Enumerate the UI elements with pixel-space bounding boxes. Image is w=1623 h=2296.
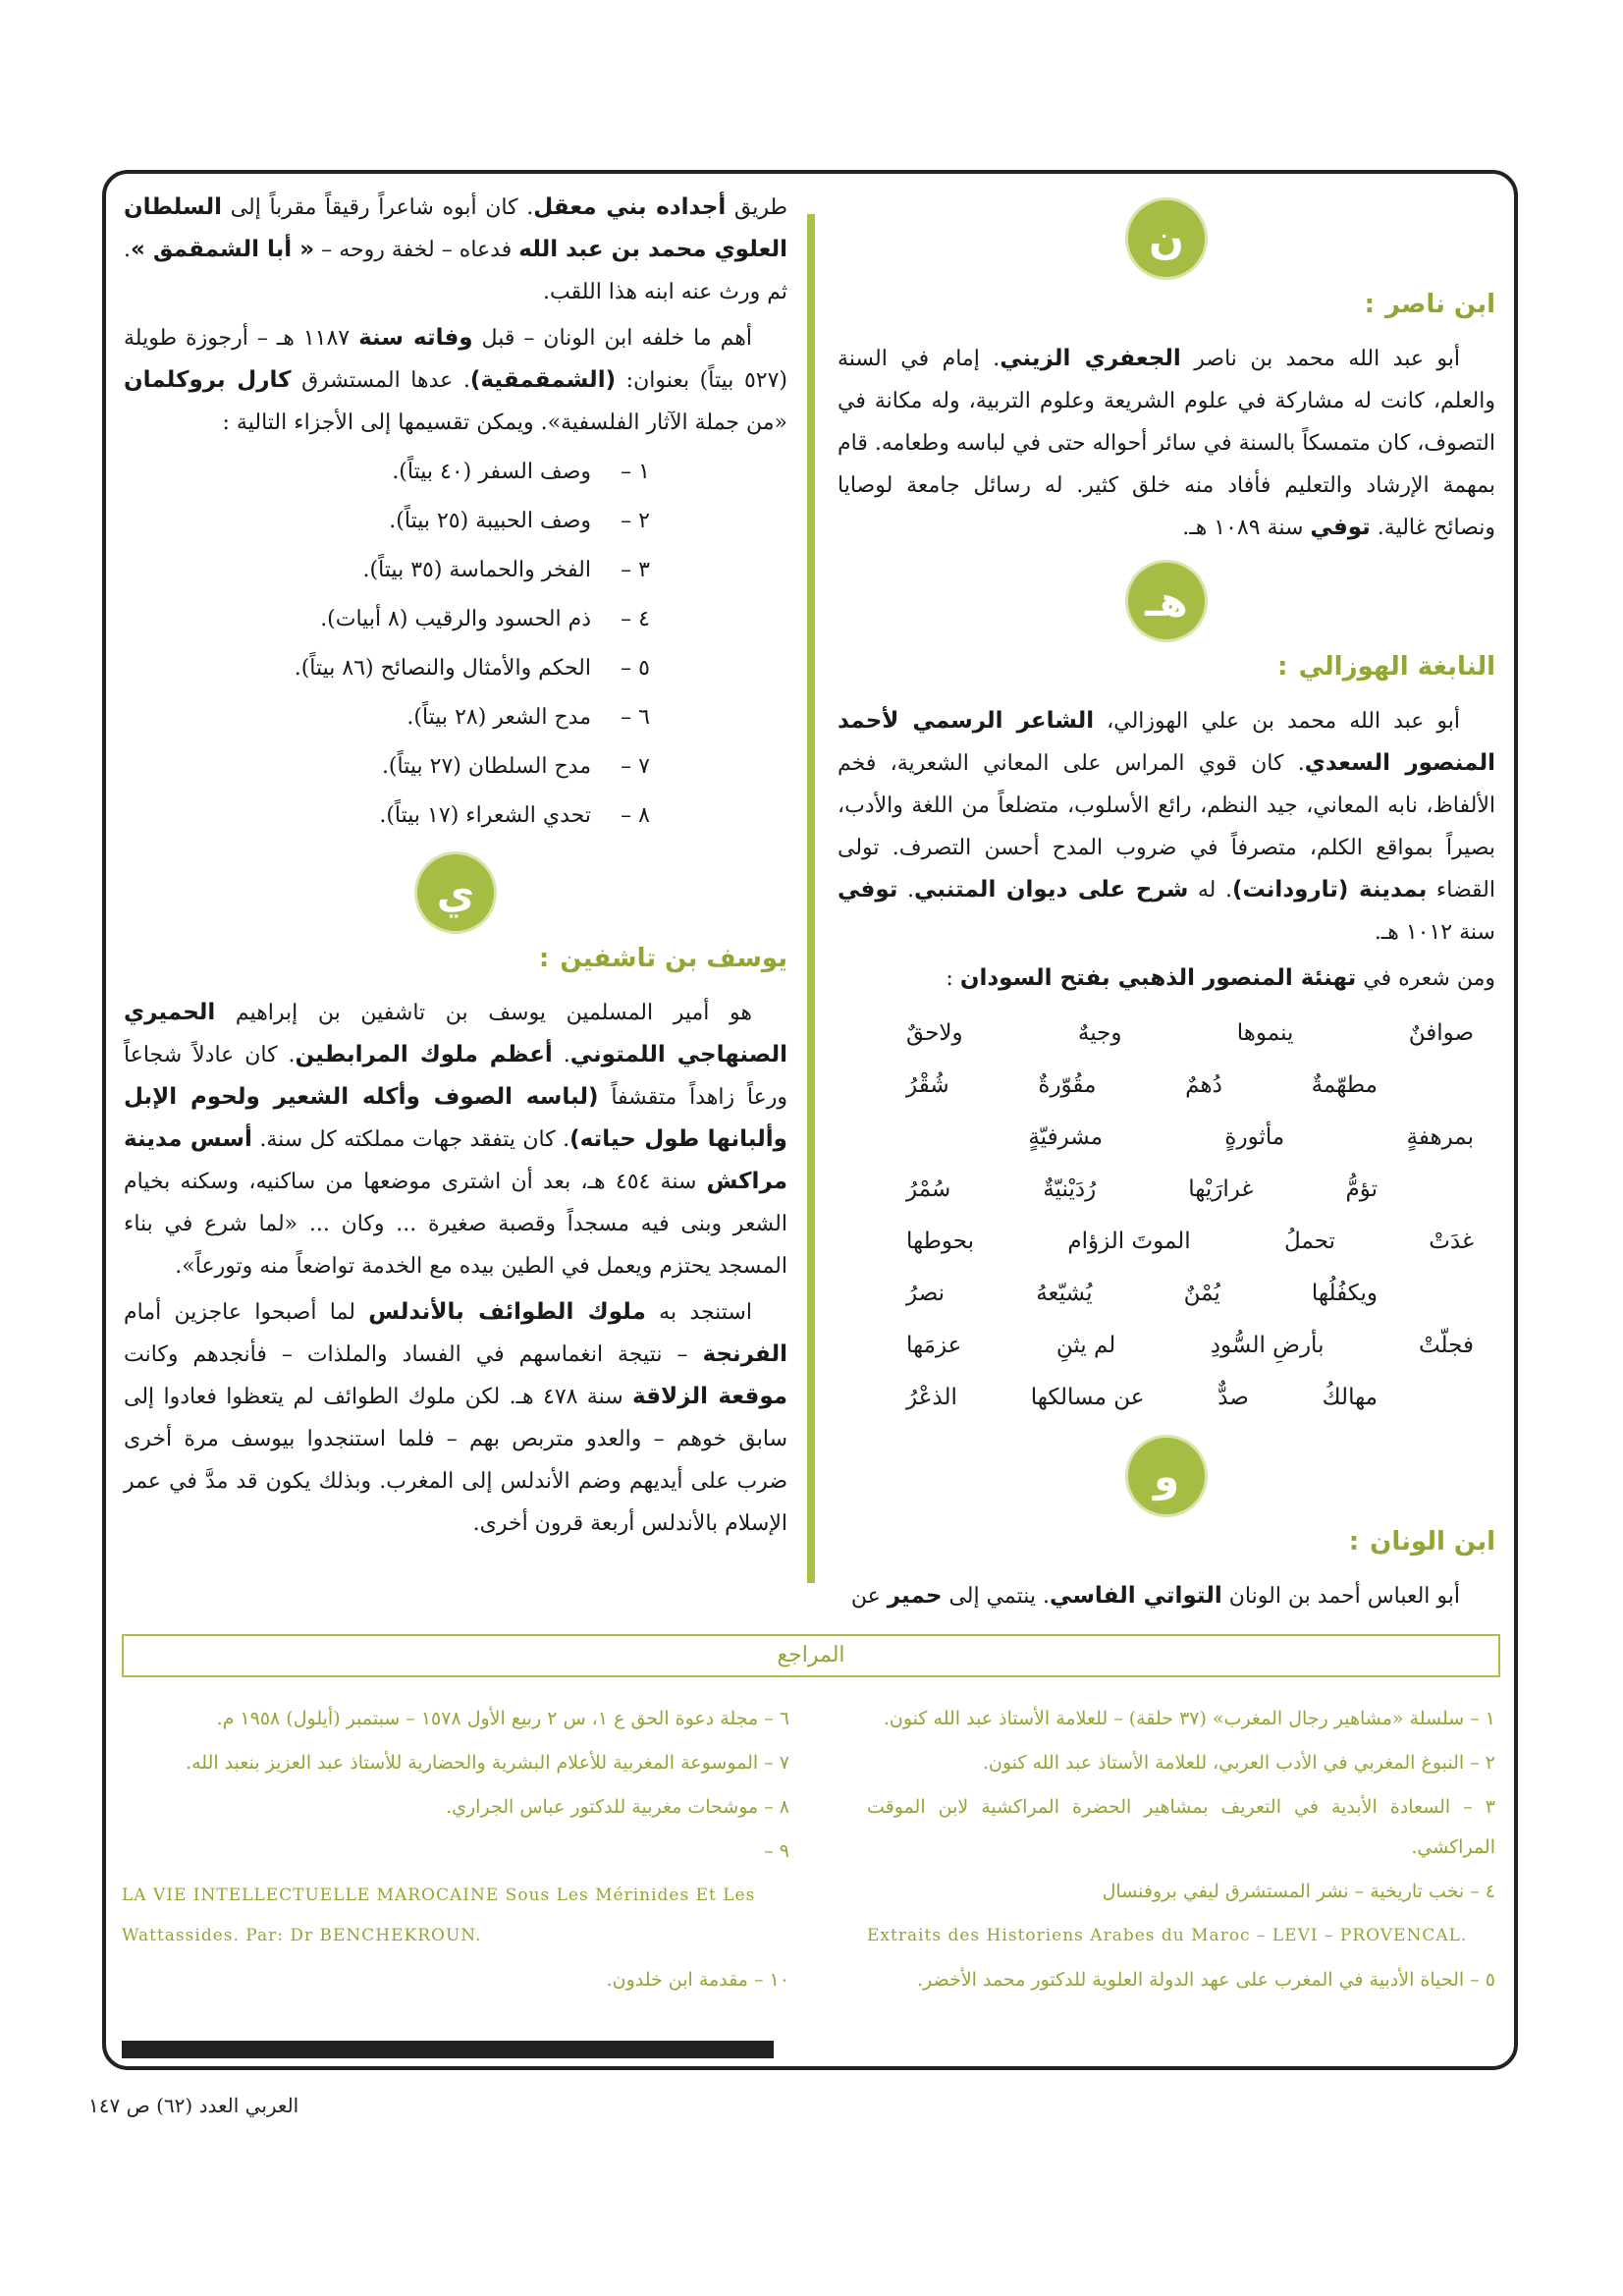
bold-text: بمدينة (تارودانت) <box>1231 877 1428 902</box>
poem-word: وجيهٌ <box>1077 1020 1122 1046</box>
poem-word: عن مسالكها <box>1030 1385 1145 1410</box>
poem-word: فجلّتْ <box>1418 1333 1474 1358</box>
list-text: ذم الحسود والرقيب (٨ أبيات). <box>320 607 591 631</box>
list-text: تحدي الشعراء (١٧ بيتاً). <box>379 803 591 828</box>
poem-word: رُدَيْنيّةٌ <box>1043 1176 1097 1202</box>
paragraph: أبو عبد الله محمد بن علي الهوزالي، الشاعر الرسمي لأحمد المنصور السعدي. كان قوي المراس على المعاني الشعرية، فخم الألفاظ، نابه المعاني، جيد النظم، رائع الأسلوب، متضلعاً من اللغة والأدب، بصيراً بمواقع الكلم، متصرفاً في ضروب المدح أحسن التصرف. تولى القضاء بمدينة (تارودانت). له شرح على ديوان المتنبي. توفي سنة ١٠١٢ هـ. <box>838 708 1495 945</box>
poem-word: بحوطها <box>906 1229 975 1254</box>
bold-text: شرح على ديوان المتنبي <box>913 877 1189 902</box>
references-title: المراجع <box>122 1634 1500 1677</box>
bold-text: الفرنجة <box>702 1341 787 1367</box>
paragraph: طريق أجداده بني معقل. كان أبوه شاعراً رقيقاً مقرباً إلى السلطان العلوي محمد بن عبد الله فدعاه – لخفة روحه – « أبا الشمقمق ». ثم ورث عنه ابنه هذا اللقب. <box>124 194 787 304</box>
poem-word: مشرفيّةٍ <box>1028 1124 1104 1150</box>
list-text: الفخر والحماسة (٣٥ بيتاً). <box>362 558 591 582</box>
list-item <box>124 497 787 546</box>
reference-item: ١٠ – مقدمة ابن خلدون. <box>606 1969 789 1991</box>
poem-word: غدَتْ <box>1429 1229 1474 1254</box>
bold-text: التواتي الفاسي <box>1050 1583 1222 1609</box>
bold-text: ملوك الطوائف بالأندلس <box>368 1299 646 1325</box>
poem-word: ويكفُلُها <box>1311 1281 1378 1306</box>
list-item <box>124 742 787 792</box>
list-item <box>124 448 787 497</box>
poem <box>838 1008 1495 1424</box>
poem-word: الموتَ الزؤام <box>1067 1229 1191 1254</box>
list-text: مدح الشعر (٢٨ بيتاً). <box>406 705 591 730</box>
poem-word: دُهمٌ <box>1185 1072 1222 1098</box>
poem-word: لم يثنِ <box>1055 1333 1116 1358</box>
poem-word: مهالكُ <box>1322 1385 1378 1410</box>
poem-word: يُشيّعهُ <box>1036 1281 1093 1306</box>
list-number: ٣ – <box>621 558 650 582</box>
bold-text: كارل بروكلمان <box>124 367 292 393</box>
paragraph: أهم ما خلفه ابن الونان – قبل وفاته سنة ١١٨٧ هـ – أرجوزة طويلة (٥٢٧ بيتاً) بعنوان: (الشمقمقية). عدها المستشرق كارل بروكلمان «من جملة الآثار الفلسفية». ويمكن تقسيمها إلى الأجزاء التالية : <box>124 325 787 435</box>
left-column <box>124 187 787 1549</box>
poem-word: تؤمُّ <box>1345 1176 1378 1202</box>
reference-item: ٦ – مجلة دعوة الحق ع ١، س ٢ ربيع الأول ١٥٧٨ – سبتمبر (أيلول) ١٩٥٨ م. <box>216 1708 789 1729</box>
list-text: وصف السفر (٤٠ بيتاً). <box>392 460 591 484</box>
paragraph: هو أمير المسلمين يوسف بن تاشفين بن إبراهيم الحميري الصنهاجي اللمتوني. أعظم ملوك المرابطين. كان عادلاً شجاعاً ورعاً زاهداً متقشفاً (لباسه الصوف وأكله الشعير ولحوم الإبل وألبانها طول حياته). كان يتفقد جهات مملكته كل سنة. أسس مدينة مراكش سنة ٤٥٤ هـ، بعد أن اشترى موضعها من ساكنيه، وسكنه بخيام الشعر وبنى فيه مسجداً وقصبة صغيرة ... وكان ... «لما شرع في بناء المسجد يحتزم ويعمل في الطين بيده مع الخدمة تواضعاً منه وتورعاً». <box>124 1000 787 1279</box>
list-text: وصف الحبيبة (٢٥ بيتاً). <box>389 509 591 533</box>
list-number: ٢ – <box>621 509 650 533</box>
bold-text: أسس مدينة مراكش <box>124 1126 787 1194</box>
column-divider <box>807 214 815 1583</box>
poem-word: يُمْنٌ <box>1183 1281 1220 1306</box>
page-footer: العربي العدد (٦٢) ص ١٤٧ <box>88 2094 299 2117</box>
poem-word: بمرهفةٍ <box>1406 1124 1474 1150</box>
section-heading: النابغة الهوزالي : <box>1277 652 1495 682</box>
list-item <box>124 595 787 644</box>
paragraph: استنجد به ملوك الطوائف بالأندلس لما أصبحوا عاجزين أمام الفرنجة – نتيجة انغماسهم في الفساد والملذات – فأنجدهم وكانت موقعة الزلاقة سنة ٤٧٨ هـ. لكن ملوك الطوائف لم يتعظوا فعادوا إلى سابق خوهم – والعدو متربص بهم – فلما استنجدوا بيوسف مرة أخرى ضرب على أيديهم وضم الأندلس إلى المغرب. وبذلك يكون قد مدَّ في عمر الإسلام بالأندلس أربعة قرون أخرى. <box>124 1299 788 1536</box>
poem-word: شُقْرُ <box>906 1072 949 1098</box>
paragraph: ومن شعره في تهنئة المنصور الذهبي بفتح السودان : <box>946 965 1495 991</box>
poem-word: ولاحقٌ <box>906 1020 963 1046</box>
poem-word: بأرضِ السُّودِ <box>1210 1333 1325 1358</box>
parts-list <box>124 448 787 841</box>
list-item <box>124 792 787 841</box>
list-item <box>124 693 787 742</box>
reference-item: ٨ – موشحات مغربية للدكتور عباس الجراري. <box>446 1796 789 1818</box>
poem-word: مأثورةٍ <box>1224 1124 1285 1150</box>
list-number: ٦ – <box>621 705 650 730</box>
poem-word: عزمَها <box>906 1333 962 1358</box>
bold-text: وفاته سنة <box>358 325 473 351</box>
list-number: ٧ – <box>621 754 650 779</box>
bold-text: حمير <box>887 1583 943 1609</box>
bold-text: « أبا الشمقمق » <box>131 237 315 262</box>
reference-item: ٩ – <box>764 1840 789 1862</box>
poem-word: غرارَيْها <box>1188 1176 1254 1202</box>
bold-text: توفي <box>838 877 898 902</box>
decorative-bar <box>122 2041 774 2058</box>
list-item <box>124 644 787 693</box>
poem-line <box>838 1268 1495 1320</box>
references-left <box>122 1699 789 2004</box>
paragraph: أبو العباس أحمد بن الونان التواتي الفاسي. ينتمي إلى حمير عن <box>850 1583 1460 1609</box>
reference-latin: Extraits des Historiens Arabes du Maroc – LEVI – PROVENCAL. <box>867 1926 1468 1945</box>
list-item <box>124 546 787 595</box>
poem-word: صوافنٌ <box>1408 1020 1474 1046</box>
poem-line <box>838 1164 1495 1216</box>
poem-line <box>838 1320 1495 1372</box>
poem-word: مقُوّرةٌ <box>1038 1072 1097 1098</box>
bold-text: الجعفري الزيني <box>1000 346 1181 371</box>
letter-badge-ha: هـ <box>1128 563 1205 639</box>
bold-text: (لباسه الصوف وأكله الشعير ولحوم الإبل وألبانها طول حياته) <box>124 1084 787 1152</box>
section-heading: ابن ناصر : <box>1364 290 1495 319</box>
poem-line <box>838 1112 1495 1164</box>
bold-text: أجداده بني معقل <box>533 194 727 220</box>
letter-badge-waw: و <box>1128 1438 1205 1514</box>
bold-text: أعظم ملوك المرابطين <box>295 1042 553 1067</box>
poem-line <box>838 1372 1495 1424</box>
poem-word: ينموها <box>1236 1020 1294 1046</box>
reference-item: ٧ – الموسوعة المغربية للأعلام البشرية والحضارية للأستاذ عبد العزيز بنعبد الله. <box>186 1752 789 1774</box>
poem-word: سُمْرُ <box>906 1176 951 1202</box>
reference-item: ٢ – النبوغ المغربي في الأدب العربي، للعلامة الأستاذ عبد الله كنون. <box>982 1752 1495 1774</box>
list-text: الحكم والأمثال والنصائح (٨٦ بيتاً). <box>294 656 591 681</box>
poem-line <box>838 1008 1495 1060</box>
poem-word: نصرُ <box>906 1281 946 1306</box>
poem-word: صدٌّ <box>1217 1385 1249 1410</box>
bold-text: الشاعر الرسمي لأحمد المنصور السعدي <box>838 708 1495 776</box>
reference-item: ١ – سلسلة «مشاهير رجال المغرب» (٣٧ حلقة) – للعلامة الأستاذ عبد الله كنون. <box>883 1708 1495 1729</box>
section-heading: ابن الونان : <box>1348 1527 1495 1557</box>
reference-item: ٥ – الحياة الأدبية في المغرب على عهد الدولة العلوية للدكتور محمد الأخضر. <box>917 1969 1495 1991</box>
reference-item: ٣ – السعادة الأبدية في التعريف بمشاهير الحضرة المراكشية لابن الموقت المراكشي. <box>867 1796 1495 1858</box>
letter-badge-ya: ي <box>417 854 494 931</box>
poem-word: مطهّمةٌ <box>1311 1072 1378 1098</box>
list-text: مدح السلطان (٢٧ بيتاً). <box>381 754 591 779</box>
list-number: ١ – <box>621 460 650 484</box>
list-number: ٤ – <box>621 607 650 631</box>
bold-text: توفي <box>1310 515 1371 540</box>
poem-word: الذعْرُ <box>906 1385 957 1410</box>
section-heading: يوسف بن تاشفين : <box>538 944 787 973</box>
poem-word: تحملُ <box>1283 1229 1335 1254</box>
poem-line <box>838 1216 1495 1268</box>
bold-text: السلطان العلوي محمد بن عبد الله <box>124 194 787 262</box>
bold-text: موقعة الزلاقة <box>632 1384 788 1409</box>
list-number: ٥ – <box>621 656 650 681</box>
paragraph: أبو عبد الله محمد بن ناصر الجعفري الزيني. إمام في السنة والعلم، كانت له مشاركة في علوم الشريعة وعلوم التربية، وله مكانة في التصوف، كان متمسكاً بالسنة في سائر أحواله حتى في لباسه وطعامه. قام بمهمة الإرشاد والتعليم فأفاد منه خلق كثير. له رسائل جامعة لوصايا ونصائح غالية. توفي سنة ١٠٨٩ هـ. <box>838 346 1495 540</box>
bold-text: تهنئة المنصور الذهبي بفتح السودان <box>959 965 1357 991</box>
bold-text: (الشمقمقية) <box>469 367 617 393</box>
poem-line <box>838 1060 1495 1112</box>
right-column <box>838 187 1495 1621</box>
list-number: ٨ – <box>621 803 650 828</box>
references-right <box>867 1699 1495 2004</box>
letter-badge-nun: ن <box>1128 200 1205 277</box>
reference-latin: LA VIE INTELLECTUELLE MAROCAINE Sous Les Mérinides Et Les Wattassides. Par: Dr BENCHEKROUN. <box>122 1886 756 1945</box>
bold-text: الحميري الصنهاجي اللمتوني <box>124 1000 787 1067</box>
reference-item: ٤ – نخب تاريخية – نشر المستشرق ليفي بروفنسال <box>1102 1881 1495 1902</box>
